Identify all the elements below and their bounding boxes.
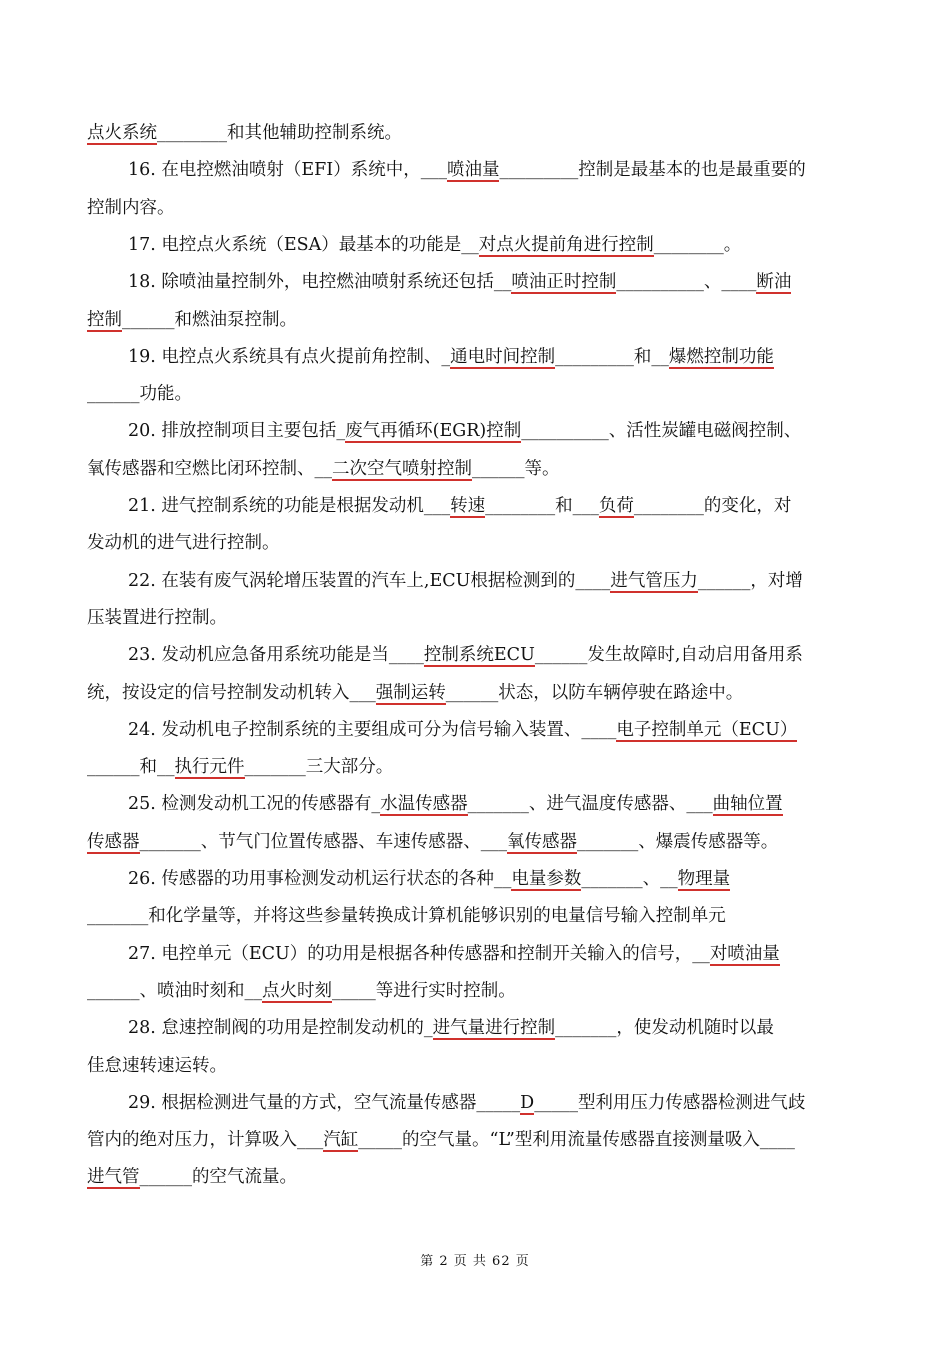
- text-segment: 19. 电控点火系统具有点火提前角控制、_: [128, 346, 451, 367]
- text-line: [0, 939, 950, 969]
- text-line: [0, 305, 950, 335]
- text-line: [0, 1013, 950, 1043]
- answer-text: 电量参数: [511, 869, 582, 889]
- text-segment: _______、爆震传感器等。: [577, 831, 779, 852]
- text-line: [0, 1162, 950, 1192]
- answer-text: D: [520, 1092, 535, 1113]
- answer-text: 点火时刻: [262, 980, 332, 1001]
- answer-text: 进气量进行控制: [432, 1018, 556, 1039]
- answer-text: 氧传感器: [507, 831, 577, 852]
- text-segment: ______和__: [87, 757, 175, 778]
- text-segment: _________和__: [555, 346, 669, 367]
- answer-text: 进气管压力: [610, 570, 698, 591]
- text-line: [0, 416, 950, 446]
- answer-text: 通电时间控制: [450, 346, 556, 367]
- text-segment: _____的空气量。“L”型利用流量传感器直接测量吸入____: [358, 1130, 795, 1151]
- page-footer: 第 2 页 共 62 页: [420, 1254, 530, 1269]
- text-line: [0, 1051, 950, 1081]
- answer-text: 对点火提前角进行控制: [478, 234, 654, 255]
- text-line: [0, 491, 950, 521]
- answer-text: 曲轴位置: [712, 794, 783, 815]
- text-segment: ______发生故障时,自动启用备用系: [534, 645, 803, 666]
- text-line: [0, 379, 950, 409]
- text-line: [0, 528, 950, 558]
- text-segment: __________、____: [616, 272, 757, 293]
- text-segment: _______、__: [581, 869, 678, 889]
- text-line: [0, 678, 950, 708]
- text-line: [0, 155, 950, 185]
- text-segment: 和其他辅助控制系统。: [227, 123, 402, 143]
- text-line: [0, 976, 950, 1006]
- text-segment: 21. 进气控制系统的功能是根据发动机___: [128, 496, 451, 516]
- answer-text: 点火系统: [87, 123, 157, 143]
- answer-text: 喷油量: [446, 160, 500, 181]
- text-segment: 佳怠速转速运转。: [87, 1055, 227, 1076]
- text-line: [0, 1088, 950, 1118]
- text-segment: 28. 怠速控制阀的功用是控制发动机的_: [128, 1018, 433, 1039]
- text-segment: 18. 除喷油量控制外，电控燃油喷射系统还包括__: [128, 272, 512, 293]
- text-line: [0, 864, 950, 894]
- text-segment: ______，对增: [697, 570, 803, 591]
- text-line: [0, 901, 950, 931]
- answer-text: 物理量: [677, 869, 731, 889]
- text-segment: 26. 传感器的功用事检测发动机运行状态的各种__: [128, 869, 512, 889]
- text-segment: 20. 排放控制项目主要包括_: [128, 421, 346, 442]
- text-line: [0, 603, 950, 633]
- text-segment: ______功能。: [87, 384, 192, 405]
- text-line: [0, 789, 950, 819]
- text-line: [0, 342, 950, 372]
- text-segment: _______、节气门位置传感器、车速传感器、___: [139, 831, 507, 852]
- text-segment: ______的空气流量。: [139, 1167, 297, 1188]
- text-segment: 24. 发动机电子控制系统的主要组成可分为信号输入装置、____: [128, 719, 617, 740]
- text-segment: __________、活性炭罐电磁阀控制、: [521, 421, 802, 442]
- text-line: [0, 640, 950, 670]
- text-segment: _______、进气温度传感器、___: [467, 794, 713, 815]
- text-segment: ______、喷油时刻和__: [87, 980, 262, 1001]
- text-segment: 25. 检测发动机工况的传感器有_: [128, 794, 381, 815]
- answer-text: 废气再循环(EGR)控制: [345, 421, 522, 442]
- text-segment: ________。: [653, 234, 742, 255]
- answer-text: 爆燃控制功能: [668, 346, 774, 367]
- answer-text: 转速: [450, 496, 486, 516]
- text-segment: ________: [157, 123, 227, 143]
- answer-text: 对喷油量: [709, 943, 780, 964]
- answer-text: 水温传感器: [380, 794, 468, 815]
- text-line: [0, 230, 950, 260]
- text-segment: _______和化学量等，并将这些参量转换成计算机能够识别的电量信号输入控制单元: [87, 906, 726, 927]
- text-segment: _______三大部分。: [244, 757, 394, 778]
- text-segment: ________的变化，对: [633, 496, 792, 516]
- text-segment: ______状态，以防车辆停驶在路途中。: [445, 682, 744, 703]
- text-segment: 27. 电控单元（ECU）的功用是根据各种传感器和控制开关输入的信号，__: [128, 943, 710, 964]
- answer-text: 进气管: [87, 1167, 140, 1188]
- answer-text: 二次空气喷射控制: [332, 458, 472, 479]
- answer-text: 汽缸: [323, 1130, 359, 1151]
- text-segment: _______，使发动机随时以最: [555, 1018, 774, 1039]
- answer-text: 控制: [87, 309, 122, 330]
- text-segment: _____等进行实时控制。: [332, 980, 516, 1001]
- answer-text: 传感器: [87, 831, 140, 852]
- answer-text: 喷油正时控制: [511, 272, 617, 293]
- answer-text: 执行元件: [174, 757, 245, 778]
- text-line: [0, 752, 950, 782]
- text-line: [0, 193, 950, 223]
- text-segment: 控制内容。: [87, 197, 175, 218]
- answer-text: 强制运转: [375, 682, 446, 703]
- text-segment: _____型利用压力传感器检测进气歧: [534, 1092, 806, 1113]
- text-line: [0, 454, 950, 484]
- text-line: [0, 1125, 950, 1155]
- text-segment: ______等。: [472, 458, 560, 479]
- text-line: [0, 566, 950, 596]
- text-segment: 压装置进行控制。: [87, 607, 227, 628]
- text-segment: 16. 在电控燃油喷射（EFI）系统中，___: [128, 160, 447, 181]
- text-segment: 统，按设定的信号控制发动机转入___: [87, 682, 376, 703]
- text-segment: 29. 根据检测进气量的方式，空气流量传感器_____: [128, 1092, 521, 1113]
- text-line: [0, 267, 950, 297]
- text-segment: 氧传感器和空燃比闭环控制、__: [87, 458, 332, 479]
- answer-text: 控制系统ECU: [423, 645, 535, 666]
- text-line: [0, 827, 950, 857]
- text-segment: 23. 发动机应急备用系统功能是当____: [128, 645, 424, 666]
- text-segment: 17. 电控点火系统（ESA）最基本的功能是__: [128, 234, 479, 255]
- text-segment: 22. 在装有废气涡轮增压装置的汽车上,ECU根据检测到的____: [128, 570, 611, 591]
- answer-text: 断油: [756, 272, 792, 293]
- text-segment: ______和燃油泵控制。: [122, 309, 297, 330]
- text-line: [0, 118, 950, 148]
- text-segment: ________和___: [485, 496, 599, 516]
- text-segment: 发动机的进气进行控制。: [87, 533, 280, 554]
- answer-text: 电子控制单元（ECU）: [616, 719, 798, 740]
- text-segment: _________控制是最基本的也是最重要的: [499, 160, 806, 181]
- text-segment: 管内的绝对压力，计算吸入___: [87, 1130, 324, 1151]
- answer-text: 负荷: [598, 496, 634, 516]
- text-line: [0, 715, 950, 745]
